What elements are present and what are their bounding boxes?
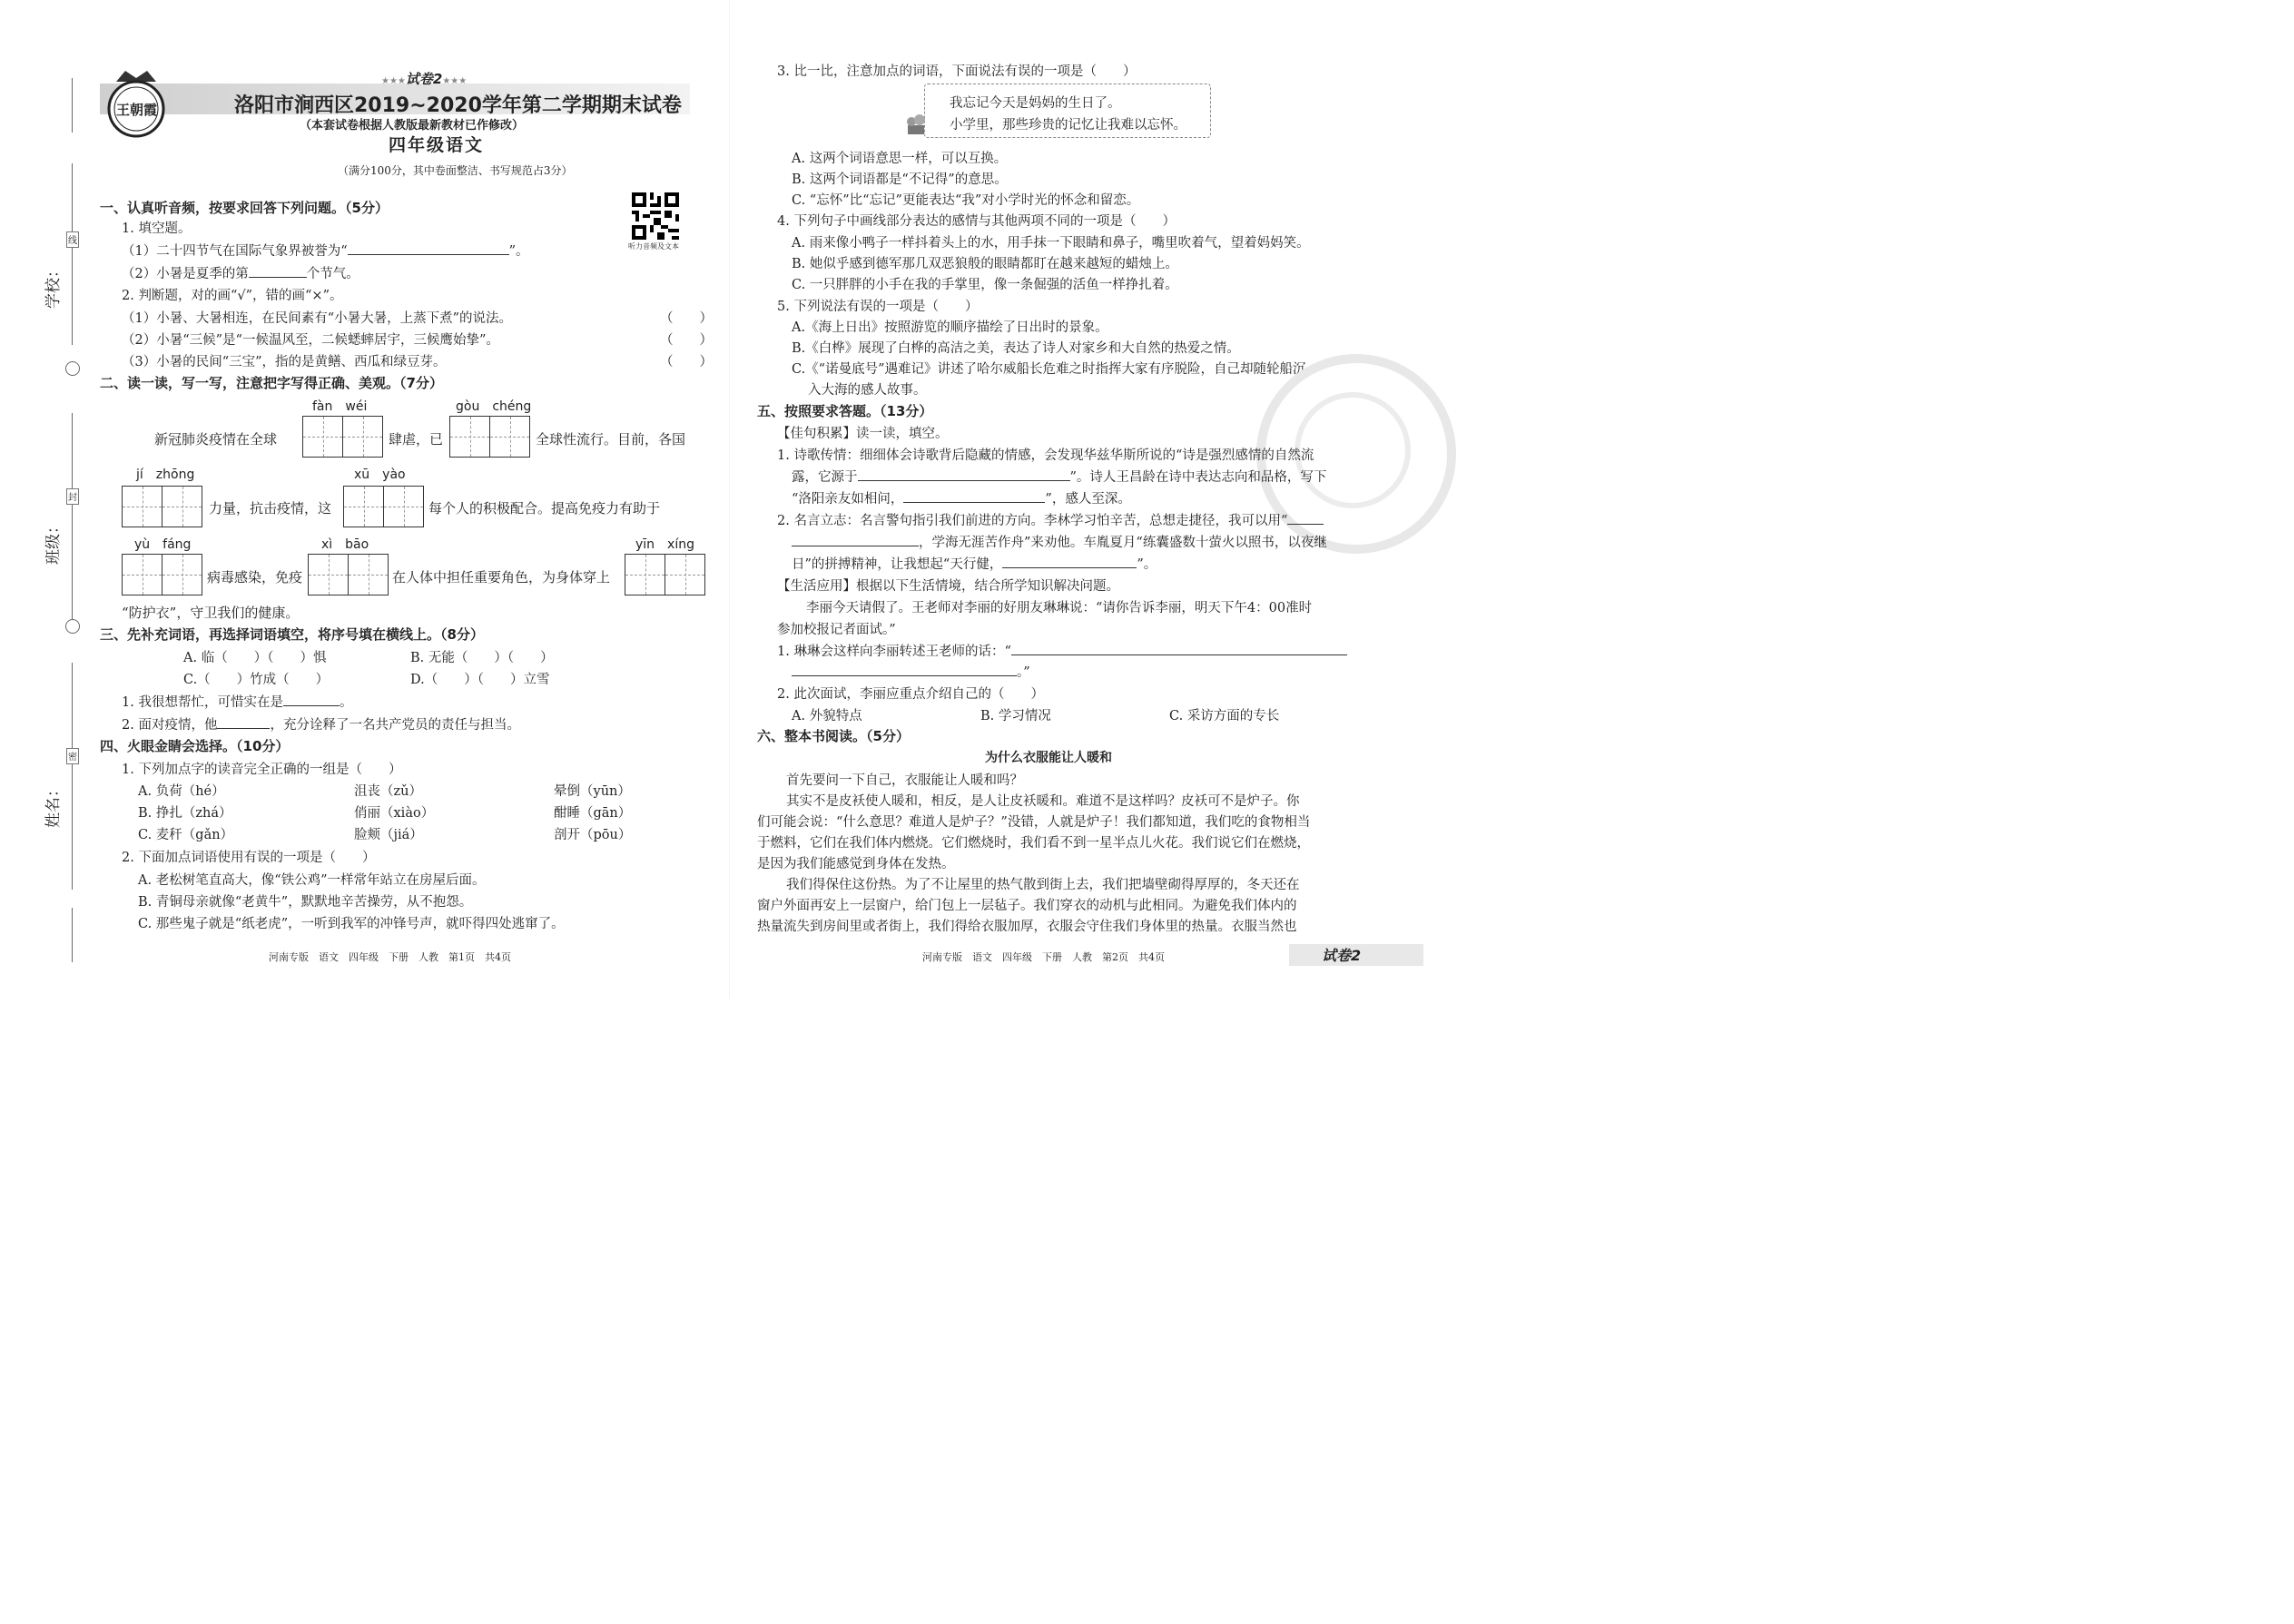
paper-tag [381,69,467,88]
writing-grid[interactable] [122,486,202,527]
text: ”。 [1137,557,1157,572]
s5-l2-opt-b: B. 学习情况 [980,709,1051,723]
s4-q1-opt: C. 麦秆（gǎn） [138,828,234,842]
answer-blank[interactable] [1287,511,1324,525]
grid-cell[interactable] [344,487,384,527]
s5-p1b [792,467,1326,486]
section-5-title: 五、按照要求答题。（13分） [757,403,933,419]
answer-blank[interactable] [792,533,919,546]
answer-blank[interactable] [1011,642,1347,655]
text: 。 [339,695,353,710]
writing-grid[interactable] [122,554,202,595]
s1-q1a [122,241,529,260]
section-6-title: 六、整本书阅读。（5分） [757,728,910,744]
s2-text: “防护衣”，守卫我们的健康。 [122,605,300,621]
writing-grid[interactable] [625,554,705,595]
paper-tag-text: 试卷2 [405,71,443,87]
s4-q1-opt: 晕倒（yūn） [554,784,631,799]
binding-hole [65,619,80,634]
s5-life-label: 【生活应用】根据以下生活情境，结合所学知识解决问题。 [777,579,1119,594]
writing-grid[interactable] [302,416,383,458]
s2-text: 新冠肺炎疫情在全球 [154,431,278,448]
grid-cell[interactable] [343,417,382,457]
s4-q1-opt: 沮丧（zǔ） [354,784,422,799]
s3-q2 [122,714,520,733]
s5-p1a: 1. 诗歌传情：细细体会诗歌背后隐藏的情感，会发现华兹华斯所说的“诗是强烈感情的自然流 [777,448,1314,463]
s2-text: 在人体中担任重要角色，为身体穿上 [392,569,611,586]
s5-l2-opt-a: A. 外貌特点 [792,709,862,723]
s4-q5-opt-c: C.《“诺曼底号”遇难记》讲述了哈尔威船长危难之时指挥大家有序脱险，自己却随轮船沉 [792,362,1306,377]
s5-l2-opt-c: C. 采访方面的专长 [1169,709,1280,723]
s1-q1: 1. 填空题。 [122,221,192,236]
writing-grid[interactable] [343,486,424,527]
text: 。” [1017,665,1030,680]
s2-text: 病毒感染，免疫 [207,569,303,586]
s4-q1-opt: A. 负荷（hé） [138,784,225,799]
s4-q5-opt-c-cont: 入大海的感人故事。 [808,383,927,398]
score-note: （满分100分，其中卷面整洁、书写规范占3分） [338,164,573,177]
section-4-title: 四、火眼金睛会选择。（10分） [100,738,290,754]
s1-q2: 2. 判断题，对的画“√”，错的画“×”。 [122,289,343,303]
article-line: 是因为我们能感觉到身体在发热。 [757,857,955,871]
article-title: 为什么衣服能让人暖和 [985,751,1112,765]
s1-judge-2: （2）小暑“三候”是“一候温风至，二候蟋蟀居宇，三候鹰始挚”。 [122,333,499,348]
compare-sentence-1: 我忘记今天是妈妈的生日了。 [950,96,1121,111]
s4-q3: 3. 比一比，注意加点的词语，下面说法有误的一项是（ ） [777,64,1137,79]
answer-blank[interactable] [249,264,307,278]
grid-cell[interactable] [384,487,423,527]
text: ”。 [508,244,529,259]
grid-cell[interactable] [450,417,490,457]
answer-blank[interactable] [283,693,340,706]
grid-cell[interactable] [665,555,704,595]
article-line: 其实不是皮袄使人暖和，相反，是人让皮袄暖和。难道不是这样吗？皮袄可不是炉子。你 [786,794,1300,809]
answer-blank[interactable] [1002,555,1137,568]
s4-q3-opt-a: A. 这两个词语意思一样，可以互换。 [792,152,1008,166]
s4-q4: 4. 下列句子中画线部分表达的感情与其他两项不同的一项是（ ） [777,214,1176,229]
s4-q2: 2. 下面加点词语使用有误的一项是（ ） [122,851,376,865]
name-label: 姓名： [44,782,63,828]
answer-paren[interactable]: （ ） [660,333,713,348]
text: 1. 琳琳会这样向李丽转述王老师的话：“ [777,645,1011,659]
section-1-title: 一、认真听音频，按要求回答下列问题。（5分） [100,200,389,216]
text: “洛阳亲友如相问， [792,492,904,507]
writing-grid[interactable] [308,554,389,595]
s5-p2c [792,554,1157,573]
footer-right: 河南专版 语文 四年级 下册 人教 第2页 共4页 [922,951,1165,963]
star-icon: ★★★ [442,76,468,86]
answer-paren[interactable]: （ ） [660,311,713,326]
footer-tag: 试卷2 [1322,947,1362,964]
text: （1）二十四节气在国际气象界被誉为“ [122,244,348,259]
answer-blank[interactable] [858,468,1070,481]
subject-title: 四年级语文 [389,135,485,155]
text: ”。诗人王昌龄在诗中表达志向和品格，写下 [1069,470,1327,485]
s2-text: 肆虐，已 [389,431,444,448]
s4-q3-opt-b: B. 这两个词语都是“不记得”的意思。 [792,172,1008,187]
text: ，学海无涯苦作舟”来劝他。车胤夏月“练囊盛数十萤火以照书，以夜继 [919,536,1327,550]
logo-text: 王朝霞 [116,102,158,118]
pinyin-label: gòu chéng [456,399,532,414]
pinyin-label: yīn xíng [635,537,694,552]
s4-q4-opt-a: A. 雨来像小鸭子一样抖着头上的水，用手抹一下眼睛和鼻子，嘴里吹着气，望着妈妈笑。 [792,236,1310,251]
binding-line [72,663,73,890]
pinyin-label: xì bāo [321,537,369,552]
s5-jia-label: 【佳句积累】读一读，填空。 [777,427,949,441]
binding-mark-close: 密 [66,748,79,764]
class-label: 班级： [44,518,63,565]
binding-mark-line: 线 [66,231,79,248]
s1-judge-3: （3）小暑的民间“三宝”，指的是黄鳝、西瓜和绿豆芽。 [122,355,447,369]
s5-p1c [792,488,1131,507]
text: 2. 名言立志：名言警句指引我们前进的方向。李林学习怕辛苦，总想走捷径，我可以用“ [777,514,1288,528]
grid-cell[interactable] [309,555,349,595]
grid-cell[interactable] [490,417,529,457]
answer-paren[interactable]: （ ） [660,355,713,369]
s4-q4-opt-c: C. 一只胖胖的小手在我的手掌里，像一条倔强的活鱼一样挣扎着。 [792,278,1178,292]
grid-cell[interactable] [162,487,202,527]
s4-q5: 5. 下列说法有误的一项是（ ） [777,300,979,314]
s5-p2b [792,532,1327,551]
s4-q1-opt: 脸颊（jiá） [354,828,423,842]
edition-note: （本套试卷根据人教版最新教材已作修改） [300,119,525,133]
article-line: 于燃料，它们在我们体内燃烧。它们燃烧时，我们看不到一星半点儿火花。我们说它们在燃烧， [757,836,1310,851]
s5-l2: 2. 此次面试，李丽应重点介绍自己的（ ） [777,687,1044,702]
s2-text: 力量，抗击疫情，这 [209,500,332,517]
pinyin-label: jí zhōng [136,468,195,482]
answer-blank[interactable] [792,663,1017,676]
s3-option-b: B. 无能（ ）（ ） [410,651,554,665]
text: ”，感人至深。 [1045,492,1131,507]
text: 2. 面对疫情，他 [122,718,218,733]
pinyin-label: xū yào [354,468,406,482]
s2-text: 全球性流行。目前，各国 [536,431,686,448]
binding-line [72,78,73,133]
article-line: 窗户外面再安上一层窗户，给门包上一层毡子。我们穿衣的动机与此相同。为避免我们体内的 [757,899,1297,913]
binding-mark-seal: 封 [66,488,79,505]
writing-grid[interactable] [449,416,530,458]
binding-hole [65,361,80,376]
s4-q5-opt-b: B.《白桦》展现了白桦的高洁之美，表达了诗人对家乡和大自然的热爱之情。 [792,341,1240,356]
text: 露，它源于 [792,470,858,485]
s5-context-1: 李丽今天请假了。王老师对李丽的好朋友琳琳说：“请你告诉李丽，明天下午4：00准时 [806,601,1313,615]
s4-q1-opt: B. 挣扎（zhá） [138,806,232,821]
s5-context-2: 参加校报记者面试。” [777,623,896,637]
s4-q4-opt-b: B. 她似乎感到德军那几双恶狼般的眼睛都盯在越来越短的蜡烛上。 [792,257,1178,271]
s3-option-a: A. 临（ ）（ ）惧 [183,651,327,665]
qr-code[interactable] [632,192,679,240]
s4-q2-opt-b: B. 青铜母亲就像“老黄牛”，默默地辛苦操劳，从不抱怨。 [138,895,473,910]
text: 1. 我很想帮忙，可惜实在是 [122,695,283,710]
text: 个节气。 [306,267,359,281]
compare-sentence-2: 小学里，那些珍贵的记忆让我难以忘怀。 [950,118,1186,133]
qr-caption: 听力音频及文本 [628,242,679,251]
plant-icon [902,113,930,136]
grid-cell[interactable] [625,555,665,595]
article-line: 们可能会说：“什么意思？难道人是炉子？”没错，人就是炉子！我们都知道，我们吃的食物相当 [757,815,1311,830]
brand-logo [103,65,169,142]
grid-cell[interactable] [123,555,162,595]
grid-cell[interactable] [303,417,343,457]
s3-option-c: C.（ ）竹成（ ） [183,673,330,687]
answer-blank[interactable] [217,715,270,729]
grid-cell[interactable] [349,555,388,595]
article-line: 热量流失到房间里或者街上，我们得给衣服加厚，衣服会守住我们身体里的热量。衣服当然也 [757,920,1297,934]
grid-cell[interactable] [123,487,162,527]
s4-q2-opt-a: A. 老松树笔直高大，像“铁公鸡”一样常年站立在房屋后面。 [138,873,486,888]
article-line: 我们得保住这份热。为了不让屋里的热气散到街上去，我们把墙壁砌得厚厚的，冬天还在 [786,878,1300,892]
binding-line [72,908,73,962]
answer-blank[interactable] [903,489,1045,503]
pinyin-label: yù fáng [134,537,192,552]
binding-line [72,163,73,345]
text: 日”的拼搏精神，让我想起“天行健， [792,557,1003,572]
school-label: 学校： [44,262,63,309]
footer-left: 河南专版 语文 四年级 下册 人教 第1页 共4页 [269,951,511,963]
s3-option-d: D.（ ）（ ）立雪 [410,673,550,687]
s4-q2-opt-c: C. 那些鬼子就是“纸老虎”，一听到我军的冲锋号声，就吓得四处逃窜了。 [138,917,565,931]
answer-blank[interactable] [348,241,509,255]
s2-text: 每个人的积极配合。提高免疫力有助于 [428,500,661,517]
s4-q1-opt: 剖开（pōu） [554,828,632,842]
text: ，充分诠释了一名共产党员的责任与担当。 [270,718,520,733]
article-line: 首先要问一下自己，衣服能让人暖和吗？ [786,773,1023,788]
s5-p2a [777,510,1324,529]
s4-q5-opt-a: A.《海上日出》按照游览的顺序描绘了日出时的景象。 [792,320,1108,335]
s4-q1-opt: 酣睡（gān） [554,806,632,821]
page-divider [729,0,730,999]
star-icon: ★★★ [381,76,406,86]
grid-cell[interactable] [162,555,202,595]
s5-l1 [777,641,1347,660]
s1-judge-1: （1）小暑、大暑相连，在民间素有“小暑大暑，上蒸下煮”的说法。 [122,311,513,326]
s5-l1-cont [792,662,1030,681]
s3-q1 [122,692,352,711]
s1-q1b [122,263,359,282]
binding-line [72,413,73,622]
s4-q1-opt: 俏丽（xiào） [354,806,435,821]
s4-q3-opt-c: C. “忘怀”比“忘记”更能表达“我”对小学时光的怀念和留恋。 [792,193,1140,208]
text: （2）小暑是夏季的第 [122,267,249,281]
section-3-title: 三、先补充词语，再选择词语填空，将序号填在横线上。（8分） [100,626,484,643]
section-2-title: 二、读一读，写一写，注意把字写得正确、美观。（7分） [100,375,443,391]
pinyin-label: fàn wéi [312,399,368,414]
s4-q1: 1. 下列加点字的读音完全正确的一组是（ ） [122,763,402,777]
exam-title: 洛阳市涧西区2019~2020学年第二学期期末试卷 [234,94,682,117]
